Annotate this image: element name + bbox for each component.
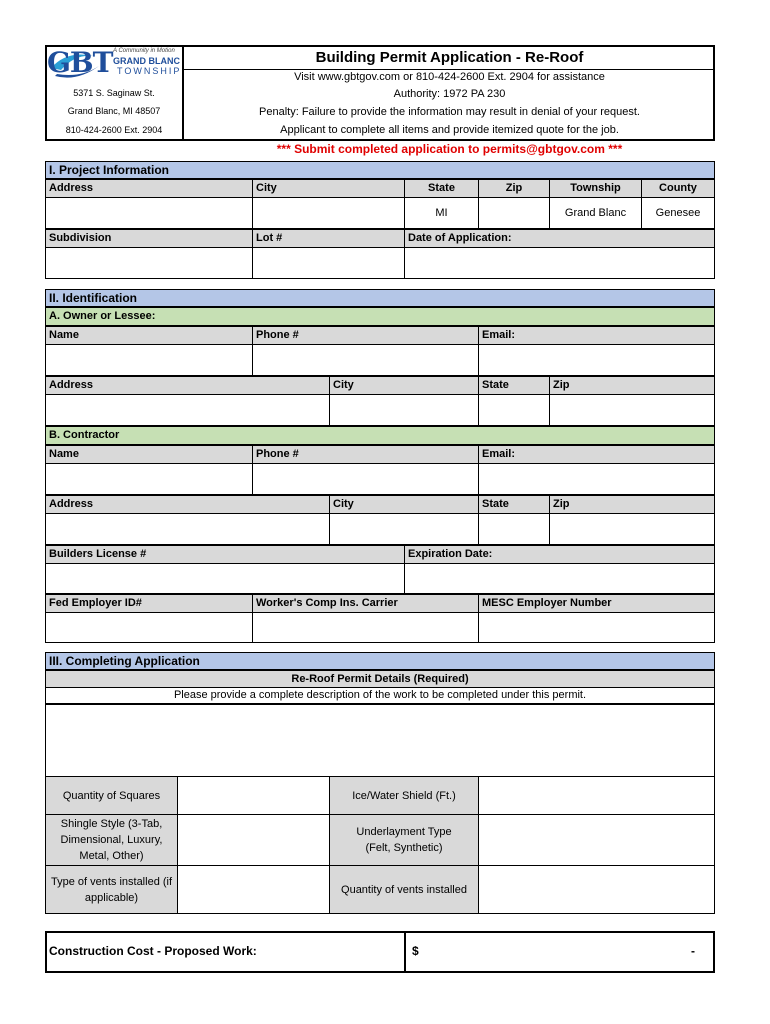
contractor-name-input[interactable]: [45, 463, 253, 495]
section-project-info: I. Project Information: [45, 161, 715, 179]
section-completing-application: III. Completing Application: [45, 652, 715, 670]
township-logo: [47, 48, 181, 82]
label-quantity-squares: Quantity of Squares: [45, 776, 178, 815]
visit-line: Visit www.gbtgov.com or 810-424-2600 Ext. 2904 for assistance: [294, 71, 605, 83]
label-contractor-name: Name: [45, 445, 253, 464]
owner-address-input[interactable]: [45, 394, 330, 426]
label-contractor-city: City: [329, 495, 479, 514]
label-owner-zip: Zip: [549, 376, 715, 395]
owner-city-input[interactable]: [329, 394, 479, 426]
currency-symbol: $: [412, 944, 419, 958]
ice-water-shield-input[interactable]: [478, 776, 715, 815]
office-phone: 810-424-2600 Ext. 2904: [65, 125, 163, 135]
contractor-city-input[interactable]: [329, 513, 479, 545]
label-contractor-address: Address: [45, 495, 330, 514]
label-project-address: Address: [45, 179, 253, 198]
application-date-input[interactable]: [404, 247, 715, 279]
project-address-input[interactable]: [45, 197, 253, 229]
subsection-owner: A. Owner or Lessee:: [45, 307, 715, 326]
label-project-state: State: [404, 179, 479, 198]
owner-name-input[interactable]: [45, 344, 253, 376]
page-title: Building Permit Application - Re-Roof: [315, 49, 584, 66]
section-identification: II. Identification: [45, 289, 715, 307]
construction-cost-label: Construction Cost - Proposed Work:: [49, 944, 257, 958]
construction-cost-input[interactable]: [406, 933, 713, 971]
contractor-zip-input[interactable]: [549, 513, 715, 545]
subsection-contractor: B. Contractor: [45, 426, 715, 445]
contractor-email-input[interactable]: [478, 463, 715, 495]
fed-employer-id-input[interactable]: [45, 612, 253, 643]
label-fed-employer-id: Fed Employer ID#: [45, 594, 253, 613]
mesc-number-input[interactable]: [478, 612, 715, 643]
contractor-address-input[interactable]: [45, 513, 330, 545]
title-underline: [184, 69, 715, 70]
label-owner-email: Email:: [478, 326, 715, 345]
label-contractor-zip: Zip: [549, 495, 715, 514]
label-vents-quantity: Quantity of vents installed: [329, 865, 479, 914]
owner-zip-input[interactable]: [549, 394, 715, 426]
project-state-input[interactable]: MI: [404, 197, 479, 229]
label-mesc-number: MESC Employer Number: [478, 594, 715, 613]
permit-details-description: Please provide a complete description of the work to be completed under this permit.: [45, 687, 715, 704]
label-subdivision: Subdivision: [45, 229, 253, 248]
shingle-style-input[interactable]: [177, 814, 330, 866]
vents-type-input[interactable]: [177, 865, 330, 914]
label-expiration-date: Expiration Date:: [404, 545, 715, 564]
label-project-township: Township: [549, 179, 642, 198]
label-workers-comp: Worker's Comp Ins. Carrier: [252, 594, 479, 613]
label-builders-license: Builders License #: [45, 545, 405, 564]
label-project-county: County: [641, 179, 715, 198]
penalty-line: Penalty: Failure to provide the information may result in denial of your request.: [259, 106, 640, 118]
construction-cost-value: -: [691, 944, 695, 958]
label-owner-name: Name: [45, 326, 253, 345]
label-ice-water-shield: Ice/Water Shield (Ft.): [329, 776, 479, 815]
label-application-date: Date of Application:: [404, 229, 715, 248]
label-contractor-state: State: [478, 495, 550, 514]
project-township-input[interactable]: Grand Blanc: [549, 197, 642, 229]
logo-name-line2: TOWNSHIP: [117, 66, 182, 76]
label-vents-type: Type of vents installed (if applicable): [45, 865, 178, 914]
project-county-input[interactable]: Genesee: [641, 197, 715, 229]
underlayment-type-input[interactable]: [478, 814, 715, 866]
label-project-city: City: [252, 179, 405, 198]
submit-line: *** Submit completed application to permits@gbtgov.com ***: [276, 142, 623, 156]
subdivision-input[interactable]: [45, 247, 253, 279]
office-city: Grand Blanc, MI 48507: [67, 106, 161, 116]
builders-license-input[interactable]: [45, 563, 405, 594]
label-owner-state: State: [478, 376, 550, 395]
project-zip-input[interactable]: [478, 197, 550, 229]
permit-details-title: Re-Roof Permit Details (Required): [45, 670, 715, 688]
office-address: 5371 S. Saginaw St.: [73, 88, 155, 98]
vents-quantity-input[interactable]: [478, 865, 715, 914]
logo-tagline: A Community in Motion: [113, 48, 175, 54]
authority-line: Authority: 1972 PA 230: [393, 88, 506, 100]
logo-text: GBT: [47, 46, 113, 79]
expiration-date-input[interactable]: [404, 563, 715, 594]
label-contractor-email: Email:: [478, 445, 715, 464]
label-contractor-phone: Phone #: [252, 445, 479, 464]
contractor-phone-input[interactable]: [252, 463, 479, 495]
label-underlayment-type: Underlayment Type (Felt, Synthetic): [329, 814, 479, 866]
work-description-input[interactable]: [45, 704, 715, 777]
label-project-zip: Zip: [478, 179, 550, 198]
label-shingle-style: Shingle Style (3-Tab, Dimensional, Luxury, Metal, Other): [45, 814, 178, 866]
label-owner-address: Address: [45, 376, 330, 395]
logo-name-line1: GRAND BLANC: [113, 56, 180, 66]
contractor-state-input[interactable]: [478, 513, 550, 545]
quantity-squares-input[interactable]: [177, 776, 330, 815]
owner-state-input[interactable]: [478, 394, 550, 426]
project-city-input[interactable]: [252, 197, 405, 229]
label-owner-phone: Phone #: [252, 326, 479, 345]
owner-email-input[interactable]: [478, 344, 715, 376]
workers-comp-input[interactable]: [252, 612, 479, 643]
applicant-line: Applicant to complete all items and provide itemized quote for the job.: [280, 124, 619, 136]
lot-input[interactable]: [252, 247, 405, 279]
label-lot: Lot #: [252, 229, 405, 248]
label-owner-city: City: [329, 376, 479, 395]
owner-phone-input[interactable]: [252, 344, 479, 376]
